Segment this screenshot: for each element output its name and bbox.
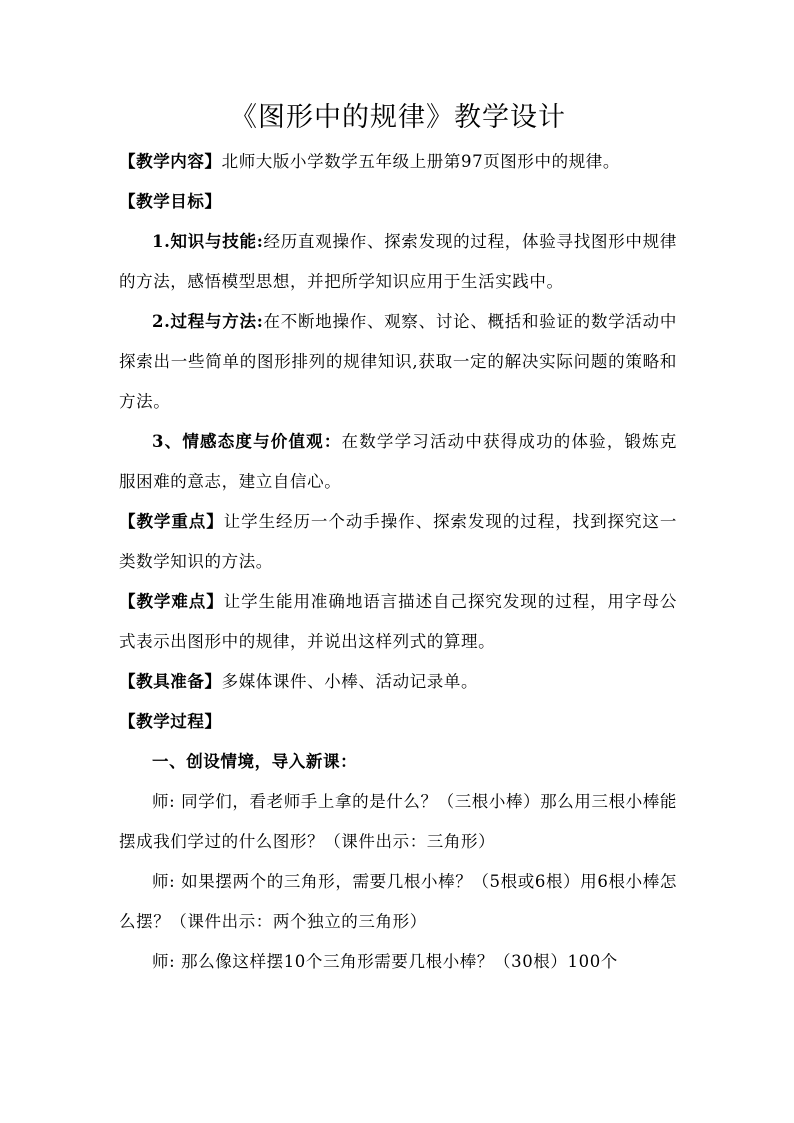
objective-item-text: 经历直观操作、探索发现的过程，体验寻找图形中规律的方法，感悟模型思想，并把所学知识应用于生活实践中。 [119,232,677,291]
content-label: 【教学内容】 [119,152,222,171]
document-page [119,96,677,982]
key-points-label: 【教学重点】 [119,512,224,531]
objective-item [119,422,677,502]
objective-item [119,302,677,422]
objective-item [119,222,677,302]
difficulties-text: 让学生能用准确地语言描述自己探究发现的过程，用字母公式表示出图形中的规律，并说出这样列式的算理。 [119,592,677,651]
objective-item-text: 在数学学习活动中获得成功的体验，锻炼克服困难的意志，建立自信心。 [119,432,677,491]
content-text: 北师大版小学数学五年级上册第97页图形中的规律。 [221,152,621,171]
content-paragraph [119,142,677,182]
dialogue-paragraph: 师: 如果摆两个的三角形，需要几根小棒？（5根或6根）用6根小棒怎么摆？（课件出示：两个独立的三角形） [119,872,677,931]
objective-item-label: 3、情感态度与价值观： [152,432,342,451]
difficulties-paragraph [119,582,677,662]
section-heading-text: 一、创设情境，导入新课： [152,752,358,771]
objective-item-label: 1.知识与技能: [152,232,264,251]
materials-text: 多媒体课件、小棒、活动记录单。 [221,672,479,691]
materials-paragraph [119,662,677,702]
process-heading [119,702,677,742]
objective-item-label: 2.过程与方法: [152,312,264,331]
section-heading [119,742,677,782]
key-points-text: 让学生经历一个动手操作、探索发现的过程，找到探究这一类数学知识的方法。 [119,512,677,571]
dialogue-paragraph: 师: 那么像这样摆10个三角形需要几根小棒？（30根）100个 [152,952,618,971]
document-title: 《图形中的规律》教学设计 [230,102,566,133]
objectives-heading [119,182,677,222]
objective-item-text: 在不断地操作、观察、讨论、概括和验证的数学活动中探索出一些简单的图形排列的规律知识,获取一定的解决实际问题的策略和方法。 [119,312,677,411]
process-label: 【教学过程】 [119,712,222,731]
dialogue-paragraph: 师: 同学们，看老师手上拿的是什么？（三根小棒）那么用三根小棒能摆成我们学过的什么图形？（课件出示：三角形） [119,792,678,851]
key-points-paragraph [119,502,677,582]
materials-label: 【教具准备】 [119,672,222,691]
difficulties-label: 【教学难点】 [119,592,224,611]
objectives-label: 【教学目标】 [119,192,222,211]
title-row [119,96,677,140]
